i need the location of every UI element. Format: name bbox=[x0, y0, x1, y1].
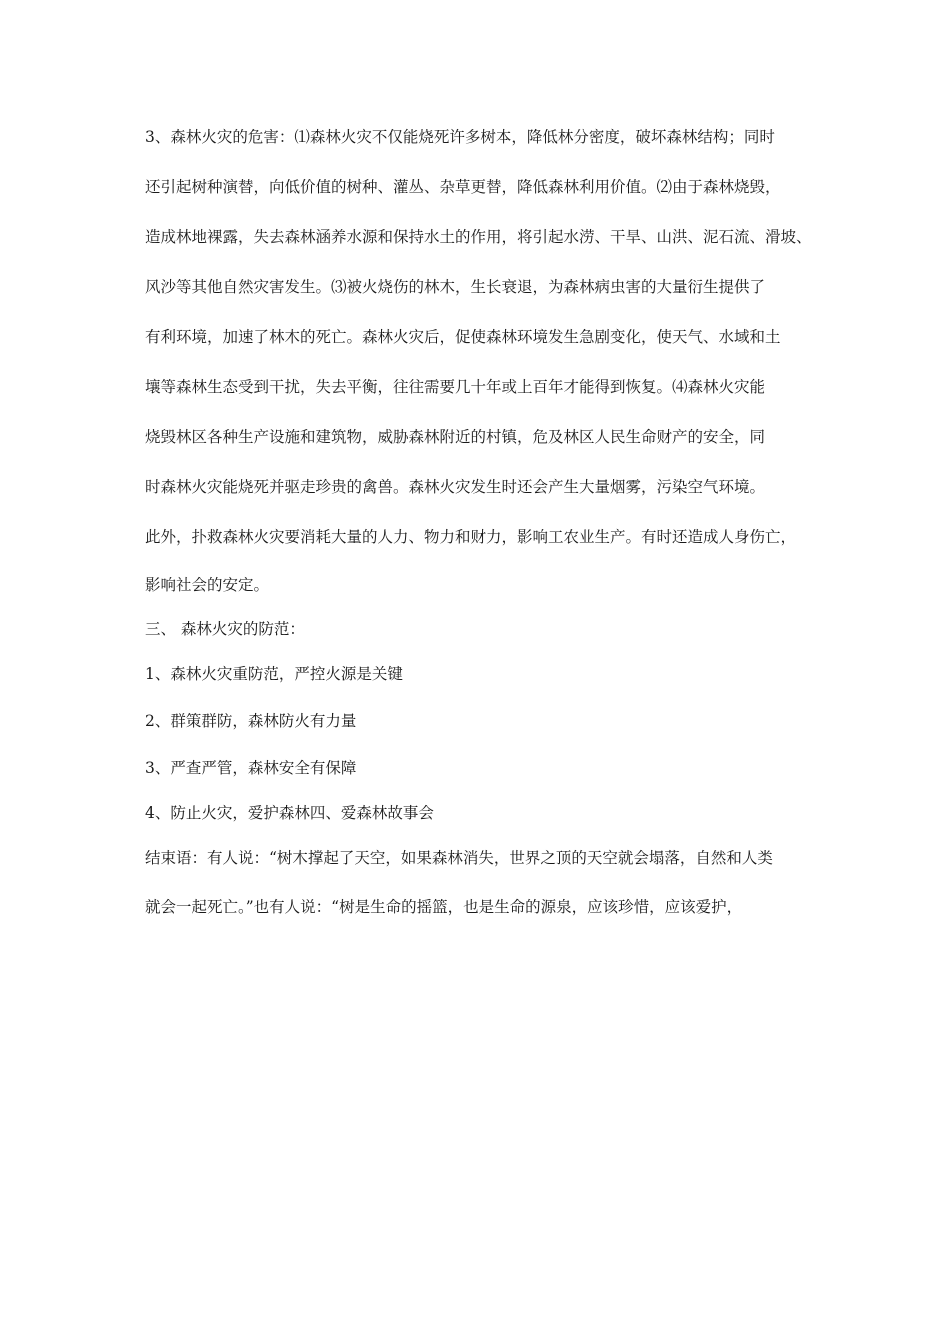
hazards-line-7: 烧毁林区各种生产设施和建筑物，威胁森林附近的村镇，危及林区人民生命财产的安全，同 bbox=[145, 428, 766, 446]
hazards-line-5: 有利环境，加速了林木的死亡。森林火灾后，促使森林环境发生急剧变化，使天气、水域和土 bbox=[145, 328, 781, 346]
closing-line-2: 就会一起死亡。”也有人说：“树是生命的摇篮，也是生命的源泉，应该珍惜，应该爱护， bbox=[145, 898, 743, 916]
hazards-line-3: 造成林地裸露，失去森林涵养水源和保持水土的作用，将引起水涝、干旱、山洪、泥石流、滑坡、 bbox=[145, 228, 812, 246]
hazards-line-4: 风沙等其他自然灾害发生。⑶被火烧伤的林木，生长衰退，为森林病虫害的大量衍生提供了 bbox=[145, 278, 766, 296]
closing-line-1: 结束语：有人说：“树木撑起了天空，如果森林消失，世界之顶的天空就会塌落，自然和人类 bbox=[145, 849, 773, 867]
hazards-line-8: 时森林火灾能烧死并驱走珍贵的禽兽。森林火灾发生时还会产生大量烟雾，污染空气环境。 bbox=[145, 478, 766, 496]
hazards-line-10: 影响社会的安定。 bbox=[145, 576, 270, 594]
hazards-line-9: 此外，扑救森林火灾要消耗大量的人力、物力和财力，影响工农业生产。有时还造成人身伤亡， bbox=[145, 528, 797, 546]
prevention-item-4: 4、防止火灾，爱护森林四、爱森林故事会 bbox=[145, 804, 434, 822]
prevention-item-1: 1、森林火灾重防范，严控火源是关键 bbox=[145, 665, 403, 683]
prevention-item-2: 2、群策群防，森林防火有力量 bbox=[145, 712, 357, 730]
section-heading: 三、 森林火灾的防范： bbox=[145, 620, 305, 638]
hazards-line-1: 3、森林火灾的危害：⑴森林火灾不仅能烧死许多树本，降低林分密度，破坏森林结构；同时 bbox=[145, 128, 775, 146]
hazards-line-6: 壤等森林生态受到干扰，失去平衡，往往需要几十年或上百年才能得到恢复。⑷森林火灾能 bbox=[145, 378, 766, 396]
hazards-line-2: 还引起树种演替，向低价值的树种、灌丛、杂草更替，降低森林利用价值。⑵由于森林烧毁， bbox=[145, 178, 781, 196]
prevention-item-3: 3、严查严管，森林安全有保障 bbox=[145, 759, 357, 777]
